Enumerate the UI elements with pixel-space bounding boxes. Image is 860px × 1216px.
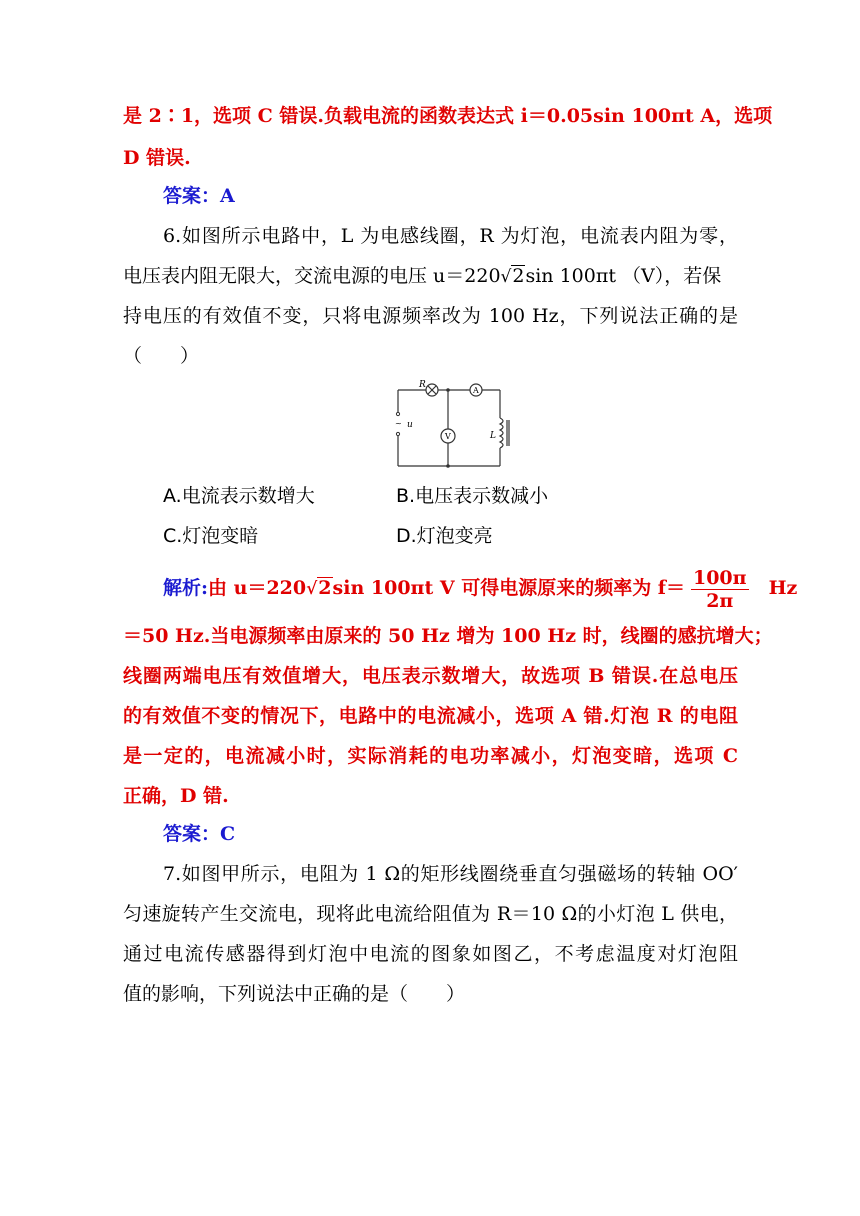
question-6-line-2-a: 电压表内阻无限大，交流电源的电压 u＝220 [123, 265, 501, 287]
solution-6-line-1-a: 由 u＝220 [208, 577, 307, 599]
question-6-sqrt: 2 [512, 265, 525, 287]
question-6-line-1: 6.如图所示电路中，L 为电感线圈，R 为灯泡，电流表内阻为零， [163, 225, 738, 247]
question-6-line-4: （ ） [123, 345, 200, 367]
label-tilde: ~ [395, 419, 402, 428]
solution-6-line-1-c: Hz [768, 577, 798, 599]
question-6-line-2-b: sin 100πt （V），若保 [525, 265, 722, 287]
prev-solution-line-1: 是 2∶1，选项 C 错误.负载电流的函数表达式 i＝0.05sin 100πt A，选项 [123, 105, 773, 127]
solution-6-sqrt: 2 [318, 577, 332, 599]
solution-6-line-3: 线圈两端电压有效值增大，电压表示数增大，故选项 B 错误.在总电压 [123, 665, 738, 687]
solution-6-line-2: ＝50 Hz.当电源频率由原来的 50 Hz 增为 100 Hz 时，线圈的感抗增大； [123, 625, 773, 647]
question-6-line-3: 持电压的有效值不变，只将电源频率改为 100 Hz，下列说法正确的是 [123, 305, 738, 327]
solution-6-line-6: 正确，D 错. [123, 785, 229, 807]
circuit-diagram [388, 376, 513, 470]
question-6-line-2: 电压表内阻无限大，交流电源的电压 u＝220√2sin 100πt （V），若保 [123, 265, 722, 287]
question-7-line-4: 值的影响，下列说法中正确的是（ ） [123, 983, 466, 1005]
answer-5: 答案：A [163, 185, 235, 207]
label-u: u [407, 420, 413, 430]
option-d: D.灯泡变亮 [396, 525, 493, 547]
option-a: A.电流表示数增大 [163, 485, 315, 507]
solution-6-line-4: 的有效值不变的情况下，电路中的电流减小，选项 A 错.灯泡 R 的电阻 [123, 705, 738, 727]
fraction-denominator: 2π [706, 589, 734, 612]
label-R: R [419, 380, 426, 390]
frequency-fraction [691, 567, 749, 612]
option-c: C.灯泡变暗 [163, 525, 259, 547]
solution-6-line-1: 解析:由 u＝220√2sin 100πt V 可得电源原来的频率为 f＝ $\frac{100\pi}{2\pi}$ Hz [163, 566, 798, 612]
label-L: L [490, 431, 496, 441]
question-7-line-1: 7.如图甲所示，电阻为 1 Ω的矩形线圈绕垂直匀强磁场的转轴 OO′ [163, 863, 738, 885]
question-7-line-3: 通过电流传感器得到灯泡中电流的图象如图乙，不考虑温度对灯泡阻 [123, 943, 738, 965]
label-V: V [445, 432, 451, 441]
solution-6-line-5: 是一定的，电流减小时，实际消耗的电功率减小，灯泡变暗，选项 C [123, 745, 738, 767]
solution-label: 解析: [163, 577, 209, 599]
question-7-line-2: 匀速旋转产生交流电，现将此电流给阻值为 R＝10 Ω的小灯泡 L 供电， [123, 903, 738, 925]
option-b: B.电压表示数减小 [396, 485, 549, 507]
solution-6-line-1-b: sin 100πt V 可得电源原来的频率为 f＝ [332, 577, 685, 599]
prev-solution-line-2: D 错误. [123, 147, 191, 169]
answer-6: 答案：C [163, 823, 236, 845]
label-A: A [473, 386, 479, 395]
fraction-numerator: 100π [692, 566, 747, 589]
